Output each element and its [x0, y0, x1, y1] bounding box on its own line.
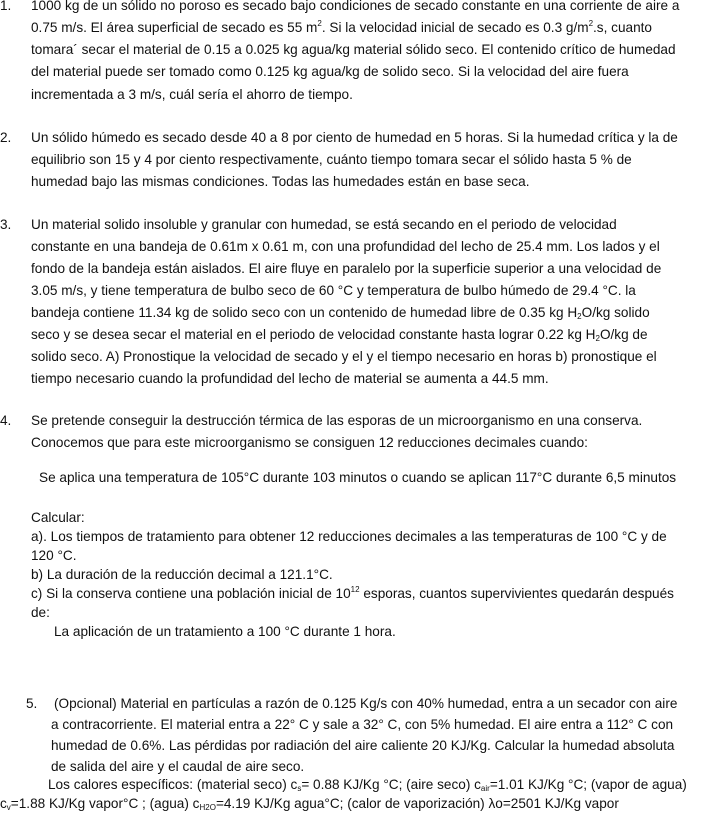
- problem-5-line-1: (Opcional) Material en partículas a razón de 0.125 Kg/s con 40% humedad, entra a un secador con aire: [54, 696, 678, 711]
- problem-2-line-3: humedad bajo las mismas condiciones. Todas las humedades están en base seca.: [31, 174, 530, 189]
- problem-1-line-1: 1000 kg de un sólido no poroso es secado bajo condiciones de secado constante en una corriente de aire a: [31, 0, 680, 13]
- problem-4-calcular: Calcular:: [31, 510, 85, 525]
- problem-4-condition: Se aplica una temperatura de 105°C durante 103 minutos o cuando se aplican 117°C durante 6,5 minutos: [39, 470, 677, 485]
- problem-4-item-c: c) Si la conserva contiene una población inicial de $10^{12}$ esporas, cuantos supervivientes quedarán después: [31, 585, 674, 601]
- problem-5-line-5: Los calores específicos: (material seco) $c_s= 0.88$ KJ/Kg °C; (aire seco) $c_{air}=1.01$ KJ/Kg °C; (vapor de agua): [48, 777, 687, 793]
- problem-3-line-1: Un material solido insoluble y granular con humedad, se está secando en el periodo de velocidad: [31, 217, 617, 232]
- problem-3-line-4: 3.05 m/s, y tiene temperatura de bulbo seco de 60 °C y temperatura de bulbo húmedo de 29.4 °C. la: [31, 283, 636, 298]
- problem-5-line-4: de salida del aire y el caudal de aire seco.: [51, 759, 305, 774]
- problem-3-line-8: tiempo necesario cuando la profundidad del lecho de material se aumenta a 44.5 mm.: [31, 371, 549, 386]
- problem-2-number: 2.: [0, 130, 12, 145]
- problem-3-line-5: bandeja contiene 11.34 kg de solido seco con un contenido de humedad libre de 0.35 kg $H_2O/kg$ solido: [31, 305, 650, 321]
- problem-1-line-4: del material puede ser tomado como 0.125 kg agua/kg de solido seco. Si la velocidad del aire fuera: [31, 64, 629, 79]
- problem-3-line-7: solido seco. A) Pronostique la velocidad de secado y el y el tiempo necesario en horas b) pronostique el: [31, 349, 657, 364]
- problem-3-line-3: fondo de la bandeja están aislados. El aire fluye en paralelo por la superficie superior a una velocidad de: [31, 261, 662, 276]
- problem-1-line-2: 0.75 m/s. El área superficial de secado es 55 $m^2$. Si la velocidad inicial de secado es 0.3 $g/m^2.s$, cuanto: [31, 19, 652, 35]
- problem-5-line-2: a contracorriente. El material entra a 22° C y sale a 32° C, con 5% humedad. El aire entra a 112° C con: [51, 717, 674, 732]
- problem-4-line-2: Conocemos que para este microorganismo se consiguen 12 reducciones decimales cuando:: [31, 435, 588, 450]
- problem-3-line-2: constante en una bandeja de 0.61m x 0.61 m, con una profundidad del lecho de 25.4 mm. Los lados y el: [31, 239, 660, 254]
- problem-2-line-2: equilibrio son 15 y 4 por ciento respectivamente, cuánto tiempo tomara secar el sólido hasta 5 % de: [31, 152, 632, 167]
- problem-1-line-5: incrementada a 3 m/s, cuál sería el ahorro de tiempo.: [31, 87, 353, 102]
- problem-5-line-6: $c_v=1.88$ KJ/Kg vapor°C ; (agua) $c_{H2O}=4.19$ KJ/Kg agua°C; (calor de vaporización) λo=2501 KJ/Kg vapor: [0, 796, 619, 812]
- problem-4-line-1: Se pretende conseguir la destrucción térmica de las esporas de un microorganismo en una conserva.: [31, 413, 643, 428]
- problem-4-item-a-cont: 120 °C.: [31, 548, 77, 563]
- problem-3-line-6: seco y se desea secar el material en el periodo de velocidad constante hasta lograr 0.22 kg $H_2O/kg$ de: [31, 327, 648, 343]
- problem-1-line-3: tomara´ secar el material de 0.15 a 0.025 kg agua/kg material sólido seco. El contenido crítico de humedad: [31, 42, 676, 57]
- problem-4-item-b: b) La duración de la reducción decimal a 121.1°C.: [31, 567, 333, 582]
- problem-5-number: 5.: [26, 696, 38, 711]
- problem-4-item-a: a). Los tiempos de tratamiento para obtener 12 reducciones decimales a las temperaturas de 100 °C y de: [31, 529, 667, 544]
- problem-5-line-3: humedad de 0.6%. Las pérdidas por radiación del aire caliente 20 KJ/Kg. Calcular la humedad absoluta: [51, 738, 675, 753]
- problem-2-line-1: Un sólido húmedo es secado desde 40 a 8 por ciento de humedad en 5 horas. Si la humedad crítica y la de: [31, 130, 678, 145]
- problem-1-number: 1.: [0, 0, 12, 13]
- problem-4-treatment: La aplicación de un tratamiento a 100 °C durante 1 hora.: [54, 624, 396, 639]
- problem-4-number: 4.: [0, 413, 12, 428]
- problem-4-item-c-cont: de:: [31, 605, 50, 620]
- problem-3-number: 3.: [0, 217, 12, 232]
